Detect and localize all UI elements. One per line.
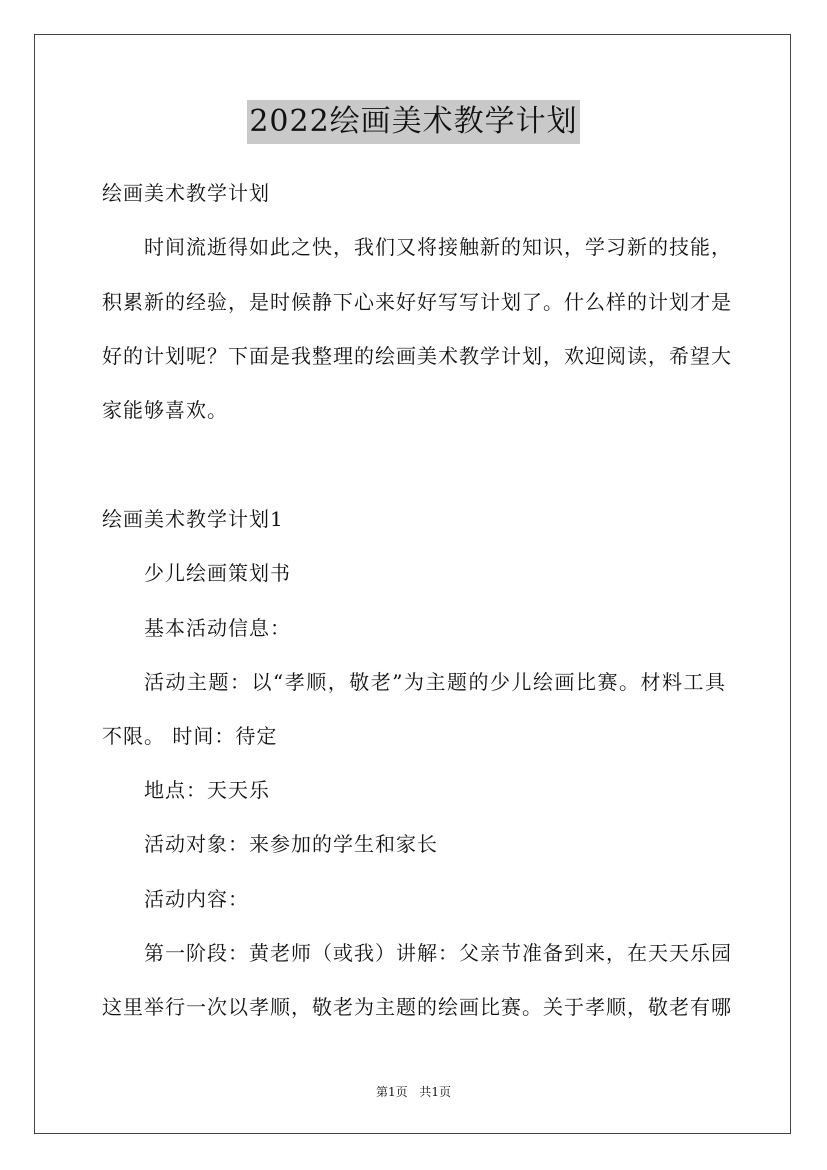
section-heading: 绘画美术教学计划1 [102, 507, 284, 531]
paragraph-line: 这里举行一次以孝顺，敬老为主题的绘画比赛。关于孝顺，敬老有哪 [102, 995, 732, 1019]
paragraph-line: 家能够喜欢。 [102, 398, 228, 422]
paragraph-line: 时间流逝得如此之快，我们又将接触新的知识，学习新的技能， [144, 235, 732, 259]
page-footer [0, 1083, 827, 1101]
section-heading: 绘画美术教学计划 [102, 181, 270, 205]
page-total: 共1页 [419, 1085, 452, 1099]
paragraph-line: 第一阶段：黄老师（或我）讲解：父亲节准备到来，在天天乐园 [144, 941, 732, 965]
paragraph-line: 地点：天天乐 [144, 778, 270, 802]
paragraph-line: 积累新的经验，是时候静下心来好好写写计划了。什么样的计划才是 [102, 290, 732, 314]
paragraph-line: 少儿绘画策划书 [144, 561, 291, 585]
paragraph-line: 活动对象：来参加的学生和家长 [144, 832, 438, 856]
paragraph-line: 不限。 时间：待定 [102, 724, 278, 748]
page-number: 第1页 [375, 1085, 408, 1099]
paragraph-line: 活动主题：以“孝顺，敬老”为主题的少儿绘画比赛。材料工具 [144, 670, 726, 694]
paragraph-line: 活动内容： [144, 887, 249, 911]
paragraph-line: 好的计划呢？下面是我整理的绘画美术教学计划，欢迎阅读，希望大 [102, 344, 732, 368]
paragraph-line: 基本活动信息： [144, 616, 291, 640]
document-title: 2022绘画美术教学计划 [247, 100, 579, 144]
title-container [0, 100, 827, 144]
